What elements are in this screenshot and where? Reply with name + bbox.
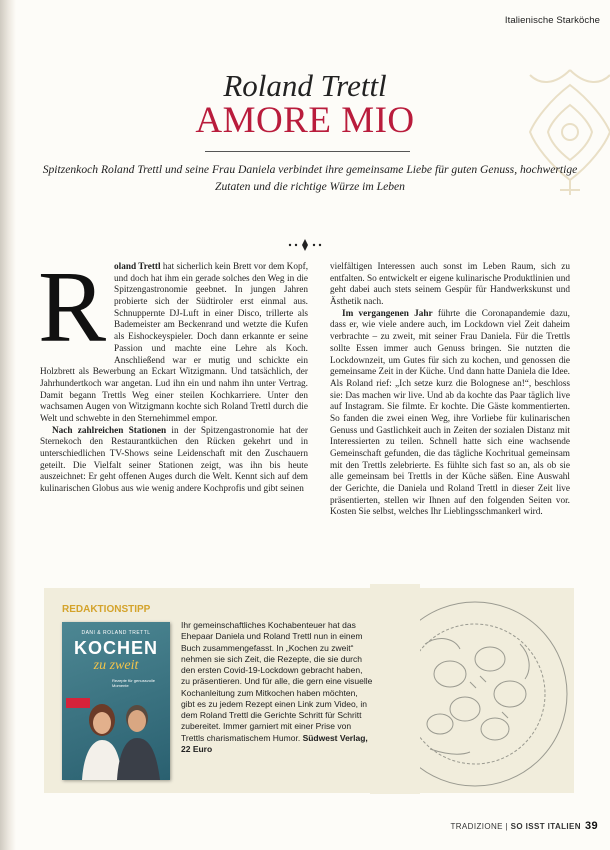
- book-title: KOCHEN: [73, 638, 158, 658]
- footer-magazine: SO ISST ITALIEN: [510, 822, 581, 831]
- book-authors: DANI & ROLAND TRETTL: [81, 630, 151, 636]
- tip-box-title: REDAKTIONSTIPP: [62, 604, 151, 615]
- article-standfirst: Spitzenkoch Roland Trettl und seine Frau Daniela verbindet ihre gemeinsame Liebe für guten Genuss, hochwertige Zutaten und die richtige Würze im Leben: [42, 163, 578, 193]
- page-footer: TRADIZIONE | SO ISST ITALIEN 39: [450, 820, 598, 832]
- footer-section: TRADIZIONE: [450, 822, 503, 831]
- article-column-2: [330, 262, 570, 519]
- book-badge: [66, 698, 90, 708]
- article-paragraph: [330, 262, 570, 309]
- paragraph-text: führte die Coronapandemie dazu, dass er, wie viele andere auch, im Lockdown viel Zeit daheim verbrachte – zu zweit, mit seiner Frau Daniela. Für die Trettls sollte Essen immer auch Genuss bringen. Sie nutzten die Lockdownzeit, um Gutes für sich zu kochen, und genossen die gemeinsame Zeit in der Küche. Und dann hatte Daniela die Idee. Als Roland rief: „Ich setze kurz die Bolognese an!“, beschloss sie: Das machen wir live. Und ab da kochte das Paar täglich live auf Instagram. Sie filmte. Er kochte. Die Gäste kommentierten. So fanden die zwei einen Weg, ihre Vorliebe für kulinarischen Genuss und Gastlichkeit auch in Zeiten der sozialen Distanz mit Interessierten zu teilen. Schnell hatte sich eine wachsende Gemeinschaft gefunden, die das tägliche Kochritual gemeinsam mit den Trettls zelebrierte. Es fühlte sich fast so an, als ob sie alle gemeinsam bei Trettls in der Küche säßen. Eine Auswahl der Gerichte, die Daniela und Roland Trettl in dieser Zeit live präsentierten, stellen wir Ihnen auf den folgenden Seiten vor. Kosten Sie selbst, welches Ihr Lieblingsschmankerl wird.: [330, 308, 570, 518]
- pasta-plate-illustration: [370, 584, 580, 794]
- drop-cap: R: [38, 251, 107, 364]
- paragraph-lead: Im vergangenen Jahr: [342, 308, 433, 319]
- article-headline: AMORE MIO: [195, 100, 415, 141]
- article-column-1: [38, 251, 309, 496]
- tip-publisher-price: Südwest Verlag, 22 Euro: [181, 732, 368, 754]
- flourish-divider-icon: [285, 237, 325, 253]
- page-number: 39: [584, 820, 598, 832]
- section-label: Italienische Starköche: [504, 15, 600, 26]
- tip-description: Ihr gemeinschaftliches Kochabenteuer hat das Ehepaar Daniela und Roland Trettl nun in einem Buch zusammengefasst. In „Kochen zu zweit“ nehmen sie sich Zeit, die Rezepte, die sie durch den ersten Covid-19-Lockdown gebracht haben, zu präsentieren. Und für alle, die gern eine visuelle Kochanleitung zum Mitkochen haben möchten, gibt es zu jedem Rezept einen Link zum Video, in dem Roland Trettl die Gerichte Schritt für Schritt zubereitet. Immer garniert mit einer Prise von Trettls charismatischem Humor.: [181, 620, 373, 743]
- paragraph-text: vielfältigen Interessen auch sonst im Leben Raum, sich zu entfalten. So entwickelt er eigene kulinarische Produktlinien und geht dabei auch stets seinem Gespür für Handwerkskunst und Ästhetik nach.: [330, 262, 570, 308]
- article-paragraph: [38, 251, 309, 426]
- article-paragraph: [40, 426, 308, 496]
- paragraph-text: hat sicherlich kein Brett vor dem Kopf, und doch hat ihm ein gerade solches den Weg in die Spitzengastronomie geebnet. In jungen Jahren probierte sich der Südtiroler erst einmal aus. Schnuppernte DJ-Luft in einer Disco, trillerte als Bademeister am Beckenrand und wetzte die Kufen als Eishockeyspieler. Doch dann erkannte er seine Passion und machte eine Lehre als Koch. Anschließend war er mutig und schickte ein Holzbrett als Bewerbung an Eckart Witzigmann. Und tatsächlich, der Jahrhundertkoch war angetan. Lud ihn ein und nahm ihn unter Vertrag. Damit begann Trettls Weg einer steilen Kochkarriere. Unter den wachsamen Augen von Witzigmann kochte sich Roland Trettl durch die Welt und schwebte in den Sternehimmel empor.: [40, 262, 309, 424]
- paragraph-lead: Nach zahlreichen Stationen: [52, 425, 167, 436]
- book-subtitle: zu zweit: [93, 658, 139, 673]
- book-cover: [62, 622, 170, 780]
- article-paragraph: [330, 309, 570, 519]
- paragraph-lead: oland Trettl: [114, 262, 161, 272]
- paragraph-text: in der Spitzengastronomie hat der Sternekoch den Restaurantküchen den Rücken gekehrt und in unterschiedlichen TV-Shows seine Leidenschaft mit den Zuschauern geteilt. Die Vielfalt seiner Stationen zeigt, was ihn bis heute auszeichnet: Er geht offenen Auges durch die Welt. Kennt sich auf dem kulinarischen Globus aus wie wenig andere Kochprofis und gibt seinen: [40, 425, 308, 495]
- book-tagline: Rezepte für genussvolle Momente: [112, 678, 155, 688]
- tip-box-text: [181, 620, 373, 755]
- headline-rule: [205, 151, 410, 152]
- article-kicker: Roland Trettl: [223, 68, 387, 103]
